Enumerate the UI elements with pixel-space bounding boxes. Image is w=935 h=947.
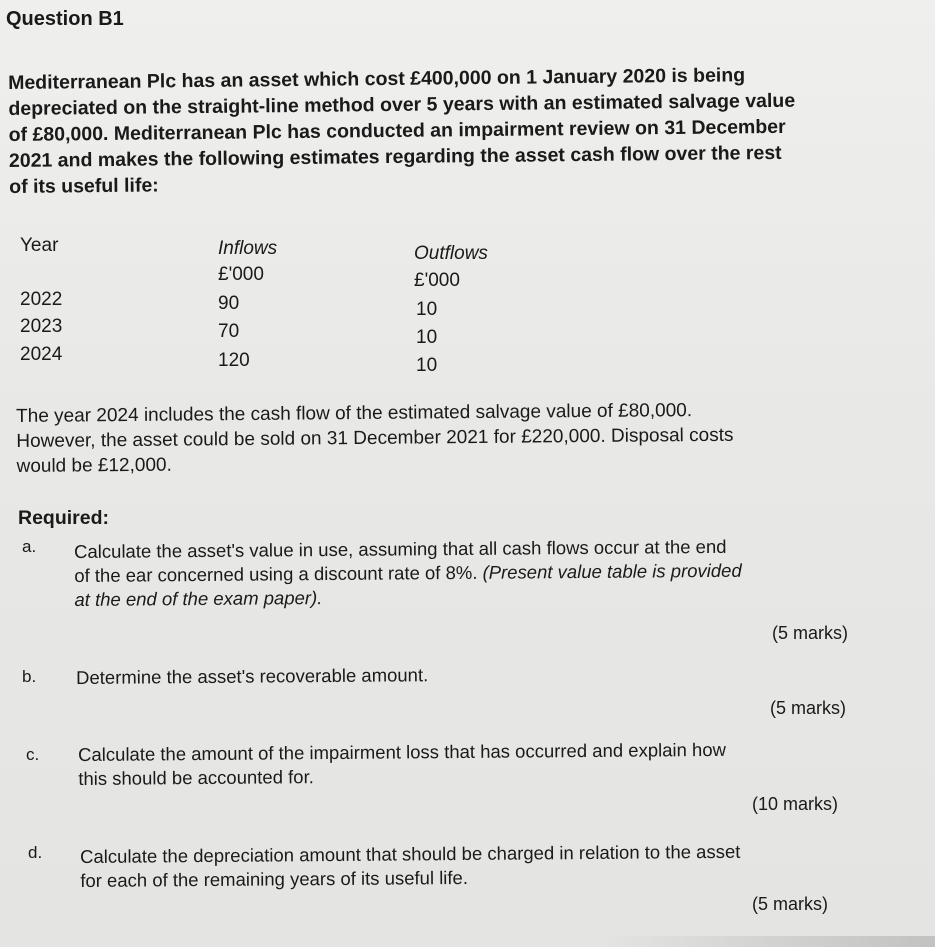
salvage-note	[16, 398, 734, 479]
table-cell-outflow: 10	[416, 327, 438, 348]
part-a-line: at the end of the exam paper).	[74, 587, 323, 610]
part-d-line: Calculate the depreciation amount that should be charged in relation to the asset	[80, 840, 741, 867]
part-c-marks: (10 marks)	[752, 794, 839, 814]
intro-paragraph	[8, 61, 909, 200]
part-a-letter: a.	[22, 537, 37, 556]
part-a-marks: (5 marks)	[772, 623, 848, 643]
table-cell-inflow: 90	[218, 293, 240, 314]
table-cell-year: 2022	[20, 289, 63, 310]
note-line: The year 2024 includes the cash flow of the estimated salvage value of £80,000.	[16, 400, 693, 427]
intro-line: of its useful life:	[9, 174, 159, 198]
table-cell-inflow: 70	[218, 321, 240, 342]
part-a-line: of the ear concerned using a discount rate of 8%.	[74, 561, 483, 586]
table-cell-year: 2023	[20, 316, 63, 337]
table-cell-inflow: 120	[218, 350, 250, 371]
required-heading: Required:	[18, 507, 110, 529]
note-line: would be £12,000.	[16, 454, 172, 477]
table-cell-outflow: 10	[416, 299, 438, 320]
page-edge-shadow	[600, 936, 935, 947]
question-title: Question B1	[6, 8, 124, 30]
part-b-marks: (5 marks)	[770, 698, 846, 718]
part-c-line: this should be accounted for.	[78, 766, 314, 789]
part-d-text	[80, 840, 741, 893]
table-header-inflows: Inflows	[218, 238, 278, 259]
table-header-year: Year	[20, 235, 59, 256]
part-a-italic-note: (Present value table is provided	[482, 559, 742, 583]
table-cell-outflow: 10	[416, 355, 438, 376]
table-header-outflows: Outflows	[414, 243, 488, 264]
part-c-letter: c.	[26, 745, 40, 764]
part-a-line: Calculate the asset's value in use, assuming that all cash flows occur at the end	[74, 535, 727, 562]
part-d-letter: d.	[28, 843, 43, 862]
intro-line: of £80,000. Mediterranean Plc has conducted an impairment review on 31 December	[8, 115, 786, 146]
part-a-text	[74, 535, 742, 612]
table-header-outflows-unit: £'000	[414, 270, 460, 291]
part-d-line: for each of the remaining years of its useful life.	[80, 866, 469, 891]
part-b-text	[76, 663, 428, 690]
part-b-letter: b.	[22, 667, 37, 686]
part-c-line: Calculate the amount of the impairment loss that has occurred and explain how	[78, 738, 727, 765]
table-header-inflows-unit: £'000	[218, 264, 264, 285]
intro-line: depreciated on the straight-line method over 5 years with an estimated salvage value	[8, 89, 796, 120]
intro-line: Mediterranean Plc has an asset which cost £400,000 on 1 January 2020 is being	[8, 64, 746, 94]
part-c-text	[78, 738, 726, 791]
part-d-marks: (5 marks)	[752, 894, 828, 914]
intro-line: 2021 and makes the following estimates regarding the asset cash flow over the rest	[8, 141, 782, 172]
note-line: However, the asset could be sold on 31 December 2021 for £220,000. Disposal costs	[16, 424, 734, 452]
table-cell-year: 2024	[20, 344, 63, 365]
part-b-line: Determine the asset's recoverable amount.	[76, 664, 429, 688]
